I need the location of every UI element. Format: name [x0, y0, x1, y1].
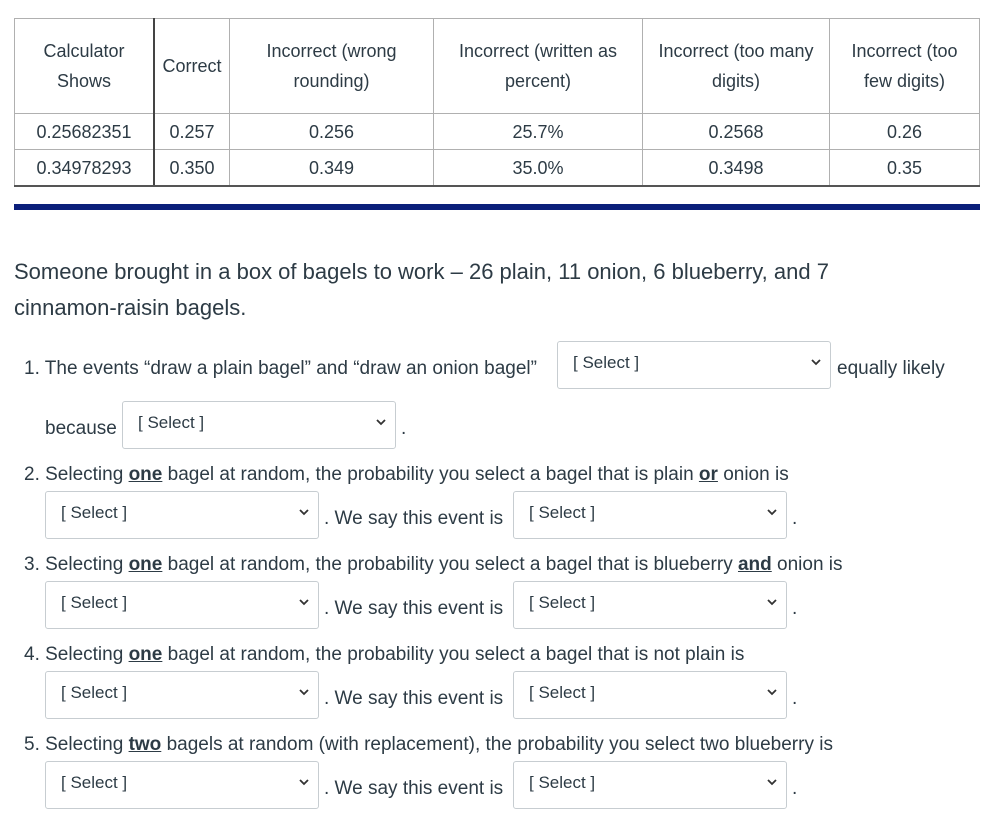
- table-cell: 0.257: [154, 114, 230, 150]
- q1-after-text: equally likely: [837, 358, 945, 379]
- header-too-few-digits: Incorrect (too few digits): [830, 19, 980, 114]
- table-cell: 0.2568: [643, 114, 830, 150]
- event-text: . We say this event is: [324, 688, 504, 709]
- table-cell: 35.0%: [434, 150, 643, 187]
- dropdown-label: [ Select ]: [61, 593, 128, 612]
- header-correct: Correct: [154, 19, 230, 114]
- table-cell: 0.35: [830, 150, 980, 187]
- table-cell: 0.26: [830, 114, 980, 150]
- dropdown-label: [ Select ]: [61, 683, 128, 702]
- table-cell: 0.34978293: [15, 150, 155, 187]
- rounding-table: [14, 18, 980, 187]
- dropdown-label: [ Select ]: [529, 683, 596, 702]
- period: .: [792, 778, 798, 799]
- chevron-down-icon: [375, 416, 387, 428]
- table-cell: 25.7%: [434, 114, 643, 150]
- event-text: . We say this event is: [324, 508, 504, 529]
- event-text: . We say this event is: [324, 778, 504, 799]
- chevron-down-icon: [298, 506, 310, 518]
- dropdown-label: [ Select ]: [61, 773, 128, 792]
- event-text: . We say this event is: [324, 598, 504, 619]
- table-cell: 0.3498: [643, 150, 830, 187]
- table-cell: 0.25682351: [15, 114, 155, 150]
- chevron-down-icon: [298, 686, 310, 698]
- q5-probability-dropdown[interactable]: [45, 761, 319, 809]
- table-row: [15, 114, 980, 150]
- q1-text: 1. The events “draw a plain bagel” and “draw an onion bagel”: [24, 358, 537, 379]
- q3-probability-dropdown[interactable]: [45, 581, 319, 629]
- dropdown-label: [ Select ]: [573, 353, 640, 372]
- header-too-many-digits: Incorrect (too many digits): [643, 19, 830, 114]
- q2-text: 2. Selecting one bagel at random, the probability you select a bagel that is plain or onion is: [24, 464, 789, 485]
- dropdown-label: [ Select ]: [138, 413, 205, 432]
- dropdown-label: [ Select ]: [61, 503, 128, 522]
- q2-event-dropdown[interactable]: [513, 491, 787, 539]
- table-cell: 0.350: [154, 150, 230, 187]
- section-divider: [14, 204, 980, 210]
- q4-event-dropdown[interactable]: [513, 671, 787, 719]
- q4-text: 4. Selecting one bagel at random, the probability you select a bagel that is not plain is: [24, 644, 745, 665]
- period: .: [792, 598, 798, 619]
- q1-dropdown-2[interactable]: [122, 401, 396, 449]
- chevron-down-icon: [298, 596, 310, 608]
- table-cell: 0.349: [230, 150, 434, 187]
- dropdown-label: [ Select ]: [529, 503, 596, 522]
- chevron-down-icon: [298, 776, 310, 788]
- chevron-down-icon: [766, 686, 778, 698]
- dropdown-label: [ Select ]: [529, 593, 596, 612]
- q1-because-text: because: [45, 418, 117, 439]
- header-wrong-rounding: Incorrect (wrong rounding): [230, 19, 434, 114]
- q3-text: 3. Selecting one bagel at random, the probability you select a bagel that is blueberry and onion is: [24, 554, 843, 575]
- header-written-as-percent: Incorrect (written as percent): [434, 19, 643, 114]
- chevron-down-icon: [766, 776, 778, 788]
- question-intro: Someone brought in a box of bagels to work – 26 plain, 11 onion, 6 blueberry, and 7 cinnamon-raisin bagels.: [14, 259, 829, 320]
- table-row: [15, 150, 980, 187]
- chevron-down-icon: [766, 506, 778, 518]
- table-cell: 0.256: [230, 114, 434, 150]
- q2-probability-dropdown[interactable]: [45, 491, 319, 539]
- chevron-down-icon: [810, 356, 822, 368]
- header-calculator-shows: Calculator Shows: [15, 19, 155, 114]
- q4-probability-dropdown[interactable]: [45, 671, 319, 719]
- q5-event-dropdown[interactable]: [513, 761, 787, 809]
- q5-text: 5. Selecting two bagels at random (with replacement), the probability you select two blueberry is: [24, 734, 833, 755]
- chevron-down-icon: [766, 596, 778, 608]
- q1-dropdown-1[interactable]: [557, 341, 831, 389]
- dropdown-label: [ Select ]: [529, 773, 596, 792]
- q3-event-dropdown[interactable]: [513, 581, 787, 629]
- period: .: [792, 688, 798, 709]
- period: .: [792, 508, 798, 529]
- period: .: [401, 418, 407, 439]
